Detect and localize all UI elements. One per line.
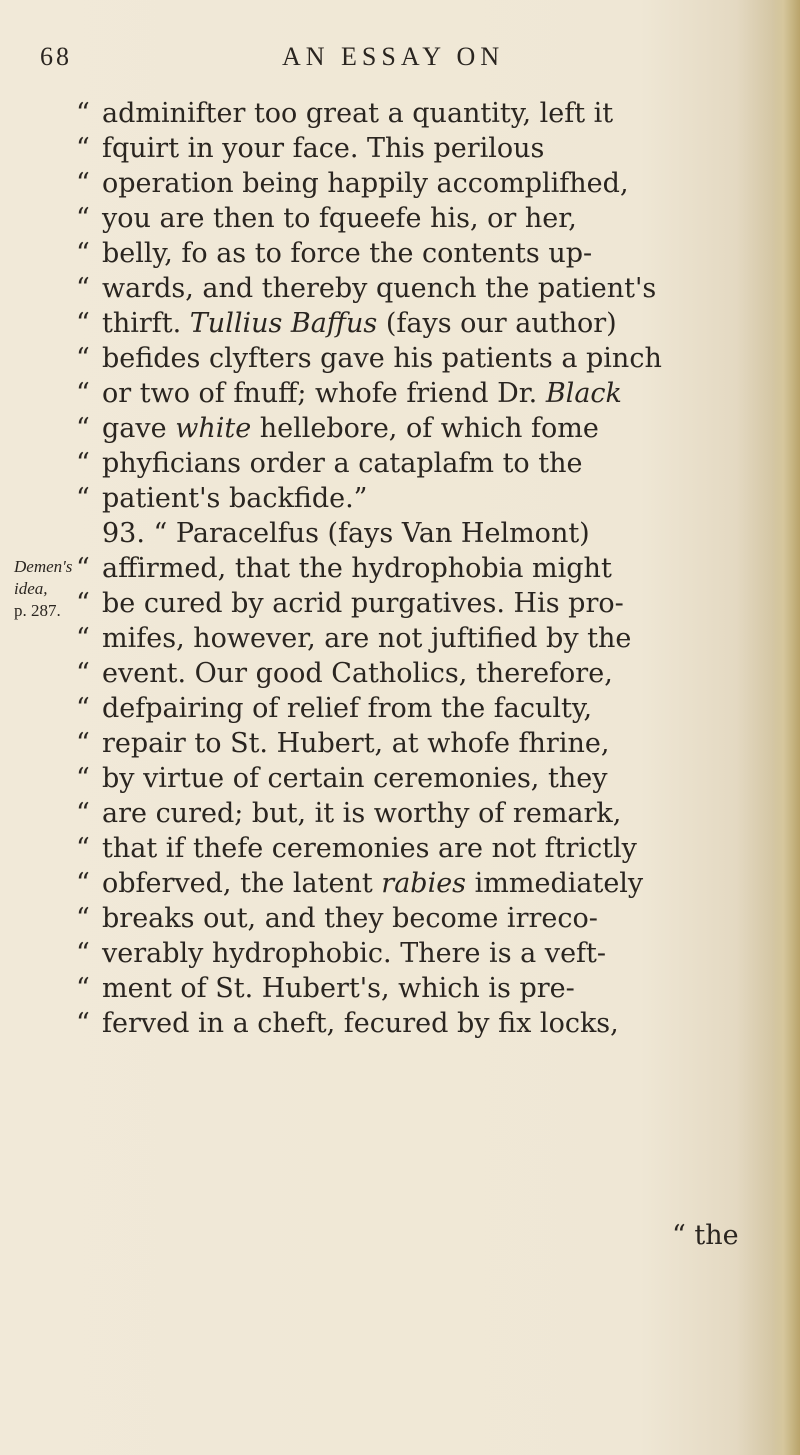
opening-quote-mark: “ [76, 273, 90, 304]
text-line [76, 481, 726, 516]
page-edge [772, 0, 800, 1455]
text-segment: hellebore, of which fome [251, 413, 599, 444]
body-text [76, 96, 726, 1041]
text-segment: verably hydrophobic. There is a veft- [102, 938, 607, 969]
text-segment: by virtue of certain ceremonies, they [102, 763, 608, 794]
text-line [76, 901, 726, 936]
text-segment: obferved, the latent [102, 868, 382, 899]
margin-note-line: Demen's [14, 557, 73, 576]
text-segment: you are then to fqueefe his, or her, [102, 203, 577, 234]
text-line [76, 796, 726, 831]
text-line [76, 621, 726, 656]
text-line [76, 971, 726, 1006]
text-line [76, 236, 726, 271]
text-line [76, 1006, 726, 1041]
text-line [76, 586, 726, 621]
opening-quote-mark: “ [76, 693, 90, 724]
text-segment: ferved in a cheft, fecured by fix locks, [102, 1008, 619, 1039]
text-segment: belly, fo as to force the contents up- [102, 238, 593, 269]
margin-note-line: idea, [14, 579, 48, 598]
text-segment: patient's backfide.” [102, 483, 368, 514]
opening-quote-mark: “ [76, 798, 90, 829]
opening-quote-mark: “ [76, 483, 90, 514]
text-line [76, 936, 726, 971]
text-line [76, 131, 726, 166]
opening-quote-mark: “ [76, 168, 90, 199]
text-segment: event. Our good Catholics, therefore, [102, 658, 613, 689]
text-segment: wards, and thereby quench the patient's [102, 273, 657, 304]
italic-text: rabies [381, 868, 467, 899]
text-segment: repair to St. Hubert, at whofe fhrine, [102, 728, 610, 759]
text-segment: or two of fnuff; whofe friend Dr. [102, 378, 546, 409]
opening-quote-mark: “ [76, 868, 90, 899]
text-line [76, 516, 726, 551]
opening-quote-mark: “ [76, 308, 90, 339]
text-segment: breaks out, and they become irreco- [102, 903, 598, 934]
italic-text: Black [545, 378, 622, 409]
text-line [76, 831, 726, 866]
opening-quote-mark: “ [76, 448, 90, 479]
opening-quote-mark: “ [76, 203, 90, 234]
text-line [76, 446, 726, 481]
opening-quote-mark: “ [76, 588, 90, 619]
text-line [76, 271, 726, 306]
opening-quote-mark: “ [76, 658, 90, 689]
catchword: “ the [672, 1220, 739, 1251]
text-segment: ment of St. Hubert's, which is pre- [102, 973, 575, 1004]
opening-quote-mark: “ [76, 378, 90, 409]
text-line [76, 656, 726, 691]
text-segment: befides clyfters gave his patients a pinch [102, 343, 662, 374]
text-segment: affirmed, that the hydrophobia might [102, 553, 612, 584]
text-line [76, 341, 726, 376]
opening-quote-mark: “ [76, 1008, 90, 1039]
italic-text: white [175, 413, 252, 444]
text-segment: are cured; but, it is worthy of remark, [102, 798, 622, 829]
text-line [76, 551, 726, 586]
text-line [76, 866, 726, 901]
opening-quote-mark: “ [76, 728, 90, 759]
italic-text: Tullius Baffus [189, 308, 378, 339]
opening-quote-mark: “ [76, 623, 90, 654]
margin-note-line: p. 287. [14, 601, 61, 620]
opening-quote-mark: “ [76, 238, 90, 269]
text-line [76, 376, 726, 411]
text-segment: be cured by acrid purgatives. His pro- [102, 588, 624, 619]
running-title: AN ESSAY ON [282, 42, 505, 71]
opening-quote-mark: “ [76, 833, 90, 864]
opening-quote-mark: “ [76, 98, 90, 129]
text-line [76, 761, 726, 796]
opening-quote-mark: “ [76, 938, 90, 969]
text-segment: mifes, however, are not juftified by the [102, 623, 632, 654]
opening-quote-mark: “ [76, 973, 90, 1004]
text-line [76, 166, 726, 201]
opening-quote-mark: “ [76, 903, 90, 934]
text-segment: defpairing of relief from the faculty, [102, 693, 593, 724]
text-line [76, 201, 726, 236]
text-line [76, 411, 726, 446]
text-segment: (fays our author) [377, 308, 617, 339]
text-segment: fquirt in your face. This perilous [102, 133, 545, 164]
opening-quote-mark: “ [76, 343, 90, 374]
text-line [76, 306, 726, 341]
text-segment: gave [102, 413, 176, 444]
text-line [76, 726, 726, 761]
text-segment: operation being happily accomplifhed, [102, 168, 629, 199]
opening-quote-mark: “ [76, 413, 90, 444]
text-segment: 93. “ Paracelfus (fays Van Helmont) [102, 518, 590, 549]
opening-quote-mark: “ [76, 133, 90, 164]
opening-quote-mark: “ [76, 553, 90, 584]
margin-note [14, 556, 84, 622]
text-line [76, 96, 726, 131]
text-line [76, 691, 726, 726]
text-segment: that if thefe ceremonies are not ftrictly [102, 833, 637, 864]
page-number: 68 [40, 42, 72, 71]
text-segment: adminifter too great a quantity, left it [102, 98, 614, 129]
page-header [0, 42, 800, 82]
opening-quote-mark: “ [76, 763, 90, 794]
text-segment: phyficians order a cataplafm to the [102, 448, 583, 479]
text-segment: immediately [466, 868, 644, 899]
text-segment: thirft. [102, 308, 190, 339]
